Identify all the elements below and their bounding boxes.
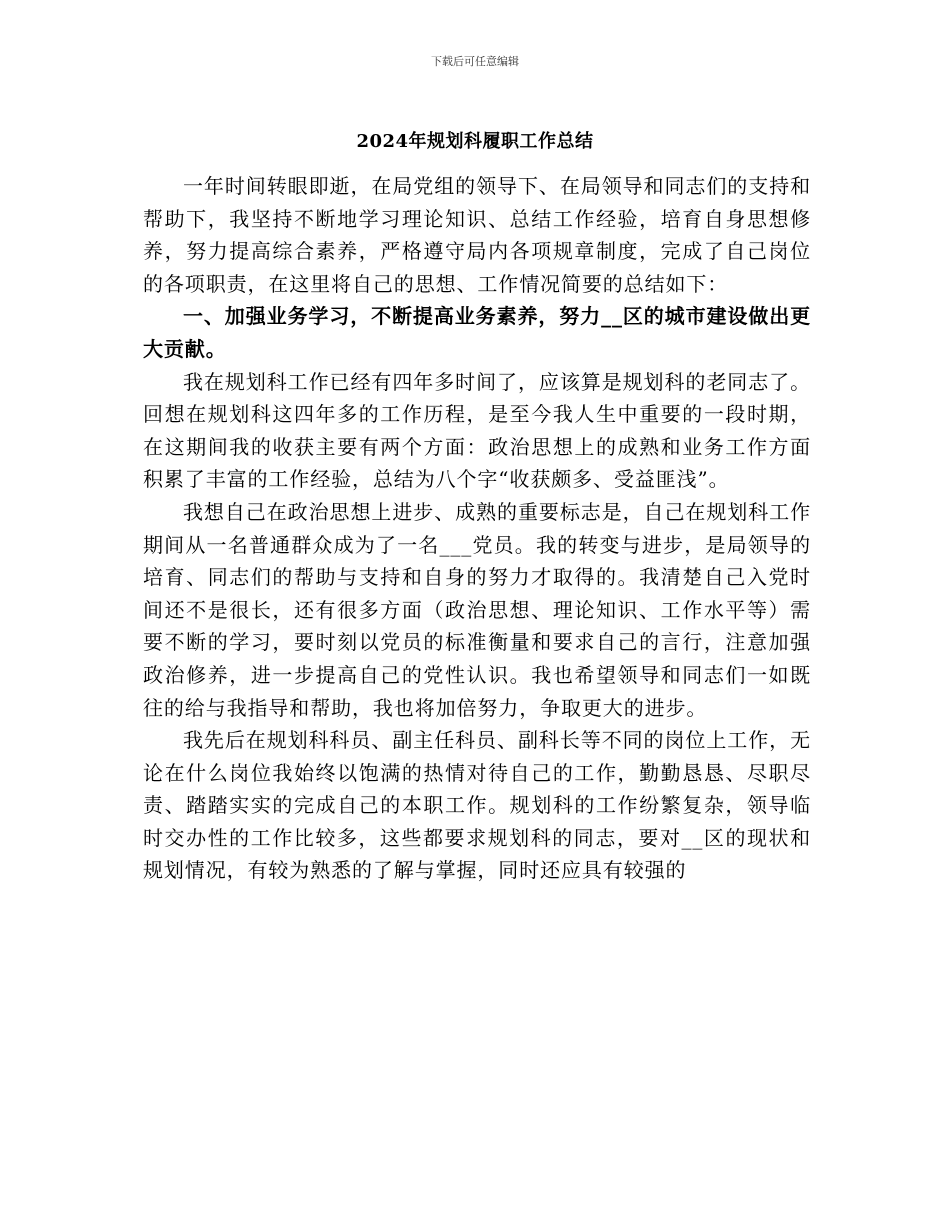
intro-paragraph: 一年时间转眼即逝，在局党组的领导下、在局领导和同志们的支持和帮助下，我坚持不断地学习理论知识、总结工作经验，培育自身思想修养，努力提高综合素养，严格遵守局内各项规章制度，完成了自己岗位的各项职责，在这里将自己的思想、工作情况简要的总结如下：: [143, 174, 811, 296]
body-paragraph-1: 我在规划科工作已经有四年多时间了，应该算是规划科的老同志了。回想在规划科这四年多的工作历程，是至今我人生中重要的一段时期，在这期间我的收获主要有两个方面：政治思想上的成熟和业务工作方面积累了丰富的工作经验，总结为八个字“收获颇多、受益匪浅”。: [143, 369, 811, 492]
body-paragraph-3: 我先后在规划科科员、副主任科员、副科长等不同的岗位上工作，无论在什么岗位我始终以饱满的热情对待自己的工作，勤勤恳恳、尽职尽责、踏踏实实的完成自己的本职工作。规划科的工作纷繁复杂，领导临时交办性的工作比较多，这些都要求规划科的同志，要对__区的现状和规划情况，有较为熟悉的了解与掌握，同时还应具有较强的: [143, 728, 811, 883]
page-header-note: 下载后可任意编辑: [431, 55, 519, 68]
document-body: [143, 170, 811, 887]
body-paragraph-2: 我想自己在政治思想上进步、成熟的重要标志是，自己在规划科工作期间从一名普通群众成为了一名___党员。我的转变与进步，是局领导的培育、同志们的帮助与支持和自身的努力才取得的。我清楚自己入党时间还不是很长，还有很多方面（政治思想、理论知识、工作水平等）需要不断的学习，要时刻以党员的标准衡量和要求自己的言行，注意加强政治修养，进一步提高自己的党性认识。我也希望领导和同志们一如既往的给与我指导和帮助，我也将加倍努力，争取更大的进步。: [143, 499, 811, 720]
section-heading-1: 一、加强业务学习，不断提高业务素养，努力__区的城市建设做出更大贡献。: [143, 304, 811, 361]
document-title: 2024年规划科履职工作总结: [356, 131, 594, 152]
